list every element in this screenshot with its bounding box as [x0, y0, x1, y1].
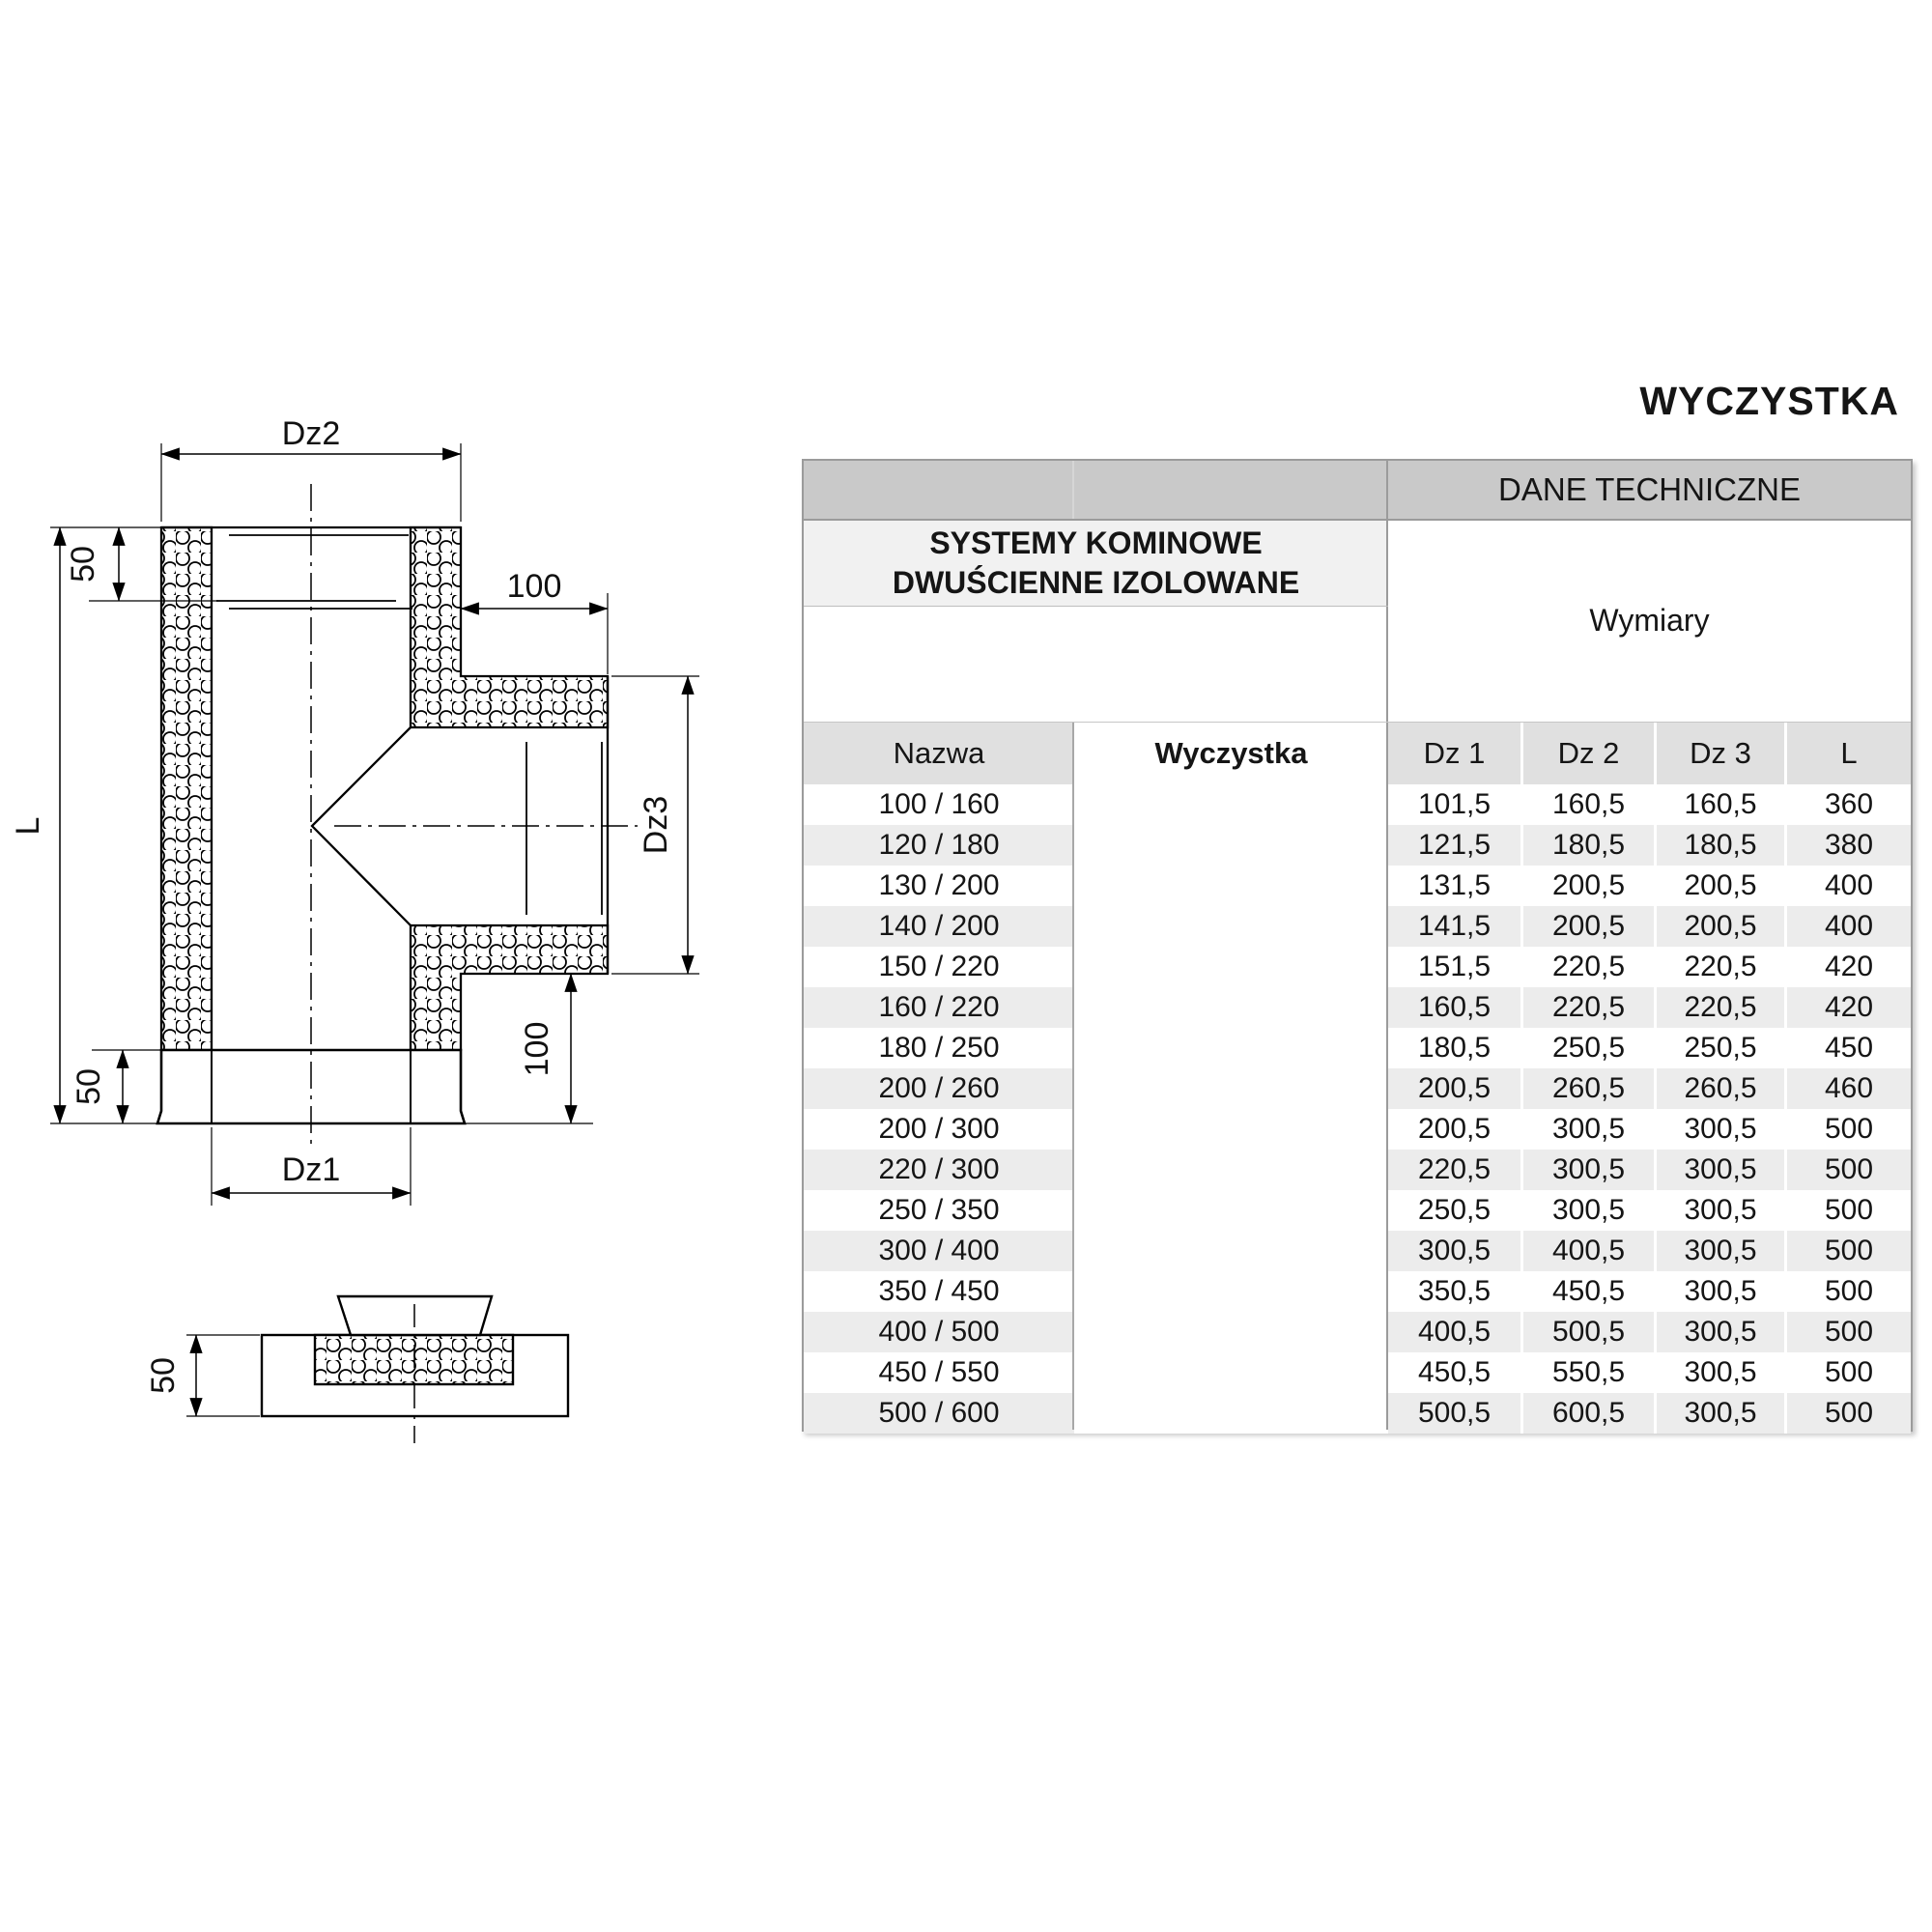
cell-dz1: 160,5	[1388, 987, 1520, 1028]
table-row	[804, 1150, 1911, 1190]
cell-wyczystka-spacer	[1074, 906, 1388, 947]
dim-dz3	[611, 676, 699, 974]
cell-dz2: 500,5	[1520, 1312, 1654, 1352]
cell-l: 400	[1784, 866, 1911, 906]
table-row	[804, 1109, 1911, 1150]
cell-dz1: 220,5	[1388, 1150, 1520, 1190]
cell-wyczystka-spacer	[1074, 825, 1388, 866]
cell-l: 360	[1784, 784, 1911, 825]
column-header-nazwa: Nazwa	[893, 736, 985, 770]
insulation-right-lower	[411, 925, 608, 1050]
cell-dz3: 300,5	[1654, 1150, 1784, 1190]
cell-dz2: 160,5	[1520, 784, 1654, 825]
cell-name: 130 / 200	[878, 869, 1000, 901]
cell-name: 350 / 450	[878, 1275, 1000, 1307]
cell-wyczystka-spacer	[1074, 1393, 1388, 1434]
cell-dz2: 200,5	[1520, 866, 1654, 906]
cell-dz3: 300,5	[1654, 1231, 1784, 1271]
cell-l: 500	[1784, 1150, 1911, 1190]
table-row	[804, 987, 1911, 1028]
cell-name: 120 / 180	[804, 825, 1074, 866]
cell-l: 460	[1784, 1068, 1911, 1109]
product-group-line2: DWUŚCIENNE IZOLOWANE	[892, 565, 1300, 600]
table-row	[804, 947, 1911, 987]
cell-wyczystka-spacer	[1074, 1190, 1388, 1231]
insulation-left-wall	[161, 527, 212, 1050]
tee-section-view	[145, 1296, 568, 1443]
cell-wyczystka-spacer	[1074, 1312, 1388, 1352]
divider	[1072, 461, 1074, 519]
cell-dz3: 300,5	[1654, 1190, 1784, 1231]
table-row	[804, 1271, 1911, 1312]
cell-wyczystka-spacer	[1074, 1068, 1388, 1109]
column-header-dz3: Dz 3	[1654, 722, 1784, 784]
column-header-l: L	[1784, 722, 1911, 784]
dim-50-section	[145, 1335, 260, 1416]
dim-label-50-top: 50	[65, 546, 101, 582]
cell-name: 200 / 300	[878, 1113, 1000, 1145]
column-header-dz1: Dz 1	[1423, 736, 1486, 770]
cell-l: 420	[1784, 987, 1911, 1028]
column-header-row	[804, 722, 1911, 784]
cell-dz1: 180,5	[1417, 1032, 1492, 1064]
dim-label-50-bottom: 50	[71, 1068, 107, 1105]
dimensions-header-cell	[1388, 519, 1911, 722]
cell-dz1: 141,5	[1388, 906, 1520, 947]
cell-dz1: 101,5	[1417, 788, 1492, 820]
cell-wyczystka-spacer	[1074, 1028, 1388, 1068]
cell-wyczystka-spacer	[1074, 1150, 1388, 1190]
cell-dz3: 250,5	[1654, 1028, 1784, 1068]
product-group-line1: SYSTEMY KOMINOWE	[929, 526, 1263, 560]
cell-dz2: 300,5	[1520, 1190, 1654, 1231]
cell-l: 500	[1784, 1231, 1911, 1271]
cell-dz2: 450,5	[1520, 1271, 1654, 1312]
cell-dz3: 180,5	[1654, 825, 1784, 866]
cell-dz1: 200,5	[1417, 1113, 1492, 1145]
cell-dz3: 200,5	[1654, 866, 1784, 906]
cell-wyczystka-spacer	[1074, 1231, 1388, 1271]
cell-l: 500	[1784, 1352, 1911, 1393]
cell-wyczystka-spacer	[1074, 784, 1388, 825]
dim-l	[10, 527, 161, 1123]
cell-dz3: 220,5	[1654, 947, 1784, 987]
cell-dz3: 300,5	[1654, 1109, 1784, 1150]
cell-name: 140 / 200	[804, 906, 1074, 947]
cell-dz3: 220,5	[1654, 987, 1784, 1028]
cell-name: 200 / 260	[804, 1068, 1074, 1109]
cell-dz3: 300,5	[1654, 1312, 1784, 1352]
table-row	[804, 1068, 1911, 1109]
table-row	[804, 825, 1911, 866]
column-header-wyczystka: Wyczystka	[1074, 722, 1388, 784]
insulation-right-upper	[411, 527, 608, 727]
dim-label-100-base: 100	[519, 1021, 555, 1077]
dim-label-100-branch: 100	[506, 568, 562, 605]
cell-name: 220 / 300	[804, 1150, 1074, 1190]
dim-label-dz2: Dz2	[281, 415, 341, 452]
cell-dz1: 350,5	[1417, 1275, 1492, 1307]
dim-label-50-section: 50	[145, 1357, 182, 1394]
cell-l: 380	[1784, 825, 1911, 866]
dim-50-bottom	[71, 1050, 161, 1123]
table-row	[804, 784, 1911, 825]
tee-main-view	[157, 484, 638, 1150]
cell-dz2: 300,5	[1520, 1109, 1654, 1150]
cell-name: 100 / 160	[878, 788, 1000, 820]
cell-dz2: 220,5	[1520, 947, 1654, 987]
cell-l: 500	[1784, 1190, 1911, 1231]
divider	[804, 606, 1388, 607]
technical-drawing	[0, 0, 734, 1507]
cell-name: 500 / 600	[804, 1393, 1074, 1434]
table-row	[804, 1352, 1911, 1393]
cell-dz3: 260,5	[1654, 1068, 1784, 1109]
cell-dz1: 151,5	[1417, 951, 1492, 982]
dim-100-branch	[461, 568, 608, 674]
table-row	[804, 1393, 1911, 1434]
cell-dz1: 450,5	[1417, 1356, 1492, 1388]
cell-dz1: 131,5	[1417, 869, 1492, 901]
cell-name: 180 / 250	[878, 1032, 1000, 1064]
divider	[804, 519, 1911, 521]
cell-dz1: 400,5	[1388, 1312, 1520, 1352]
cell-dz2: 200,5	[1520, 906, 1654, 947]
cell-wyczystka-spacer	[1074, 1352, 1388, 1393]
dim-label-dz1: Dz1	[281, 1151, 341, 1188]
cell-dz1: 500,5	[1388, 1393, 1520, 1434]
cell-dz1: 200,5	[1388, 1068, 1520, 1109]
cell-l: 450	[1784, 1028, 1911, 1068]
cell-wyczystka-spacer	[1074, 866, 1388, 906]
section-header: DANE TECHNICZNE	[1498, 471, 1801, 507]
cell-wyczystka-spacer	[1074, 1109, 1388, 1150]
cell-dz3: 300,5	[1654, 1393, 1784, 1434]
cell-dz2: 550,5	[1520, 1352, 1654, 1393]
table-top-bar	[804, 461, 1911, 519]
page-title: WYCZYSTKA	[1639, 379, 1899, 423]
cell-dz1: 250,5	[1417, 1194, 1492, 1226]
table-row	[804, 866, 1911, 906]
table-body	[804, 784, 1911, 1434]
table-top-bar-spacer	[804, 461, 1388, 519]
table-row	[804, 1028, 1911, 1068]
dim-label-l: L	[10, 816, 46, 836]
table-row	[804, 1312, 1911, 1352]
table-row	[804, 906, 1911, 947]
cell-name: 250 / 350	[878, 1194, 1000, 1226]
cell-wyczystka-spacer	[1074, 987, 1388, 1028]
table-row	[804, 1190, 1911, 1231]
cell-dz2: 600,5	[1520, 1393, 1654, 1434]
cell-dz1: 121,5	[1388, 825, 1520, 866]
cell-name: 160 / 220	[804, 987, 1074, 1028]
cell-dz3: 160,5	[1654, 784, 1784, 825]
cell-dz3: 300,5	[1654, 1352, 1784, 1393]
column-header-dz2: Dz 2	[1520, 722, 1654, 784]
cell-name: 150 / 220	[878, 951, 1000, 982]
cell-dz2: 300,5	[1520, 1150, 1654, 1190]
cell-dz2: 400,5	[1520, 1231, 1654, 1271]
product-group-cell	[804, 519, 1388, 606]
cell-l: 400	[1784, 906, 1911, 947]
cell-dz2: 220,5	[1520, 987, 1654, 1028]
cell-dz2: 250,5	[1520, 1028, 1654, 1068]
table-row	[804, 1231, 1911, 1271]
cell-name: 400 / 500	[804, 1312, 1074, 1352]
divider	[1072, 722, 1074, 1430]
cell-wyczystka-spacer	[1074, 1271, 1388, 1312]
cell-l: 500	[1784, 1271, 1911, 1312]
cell-name: 450 / 550	[878, 1356, 1000, 1388]
cell-dz2: 260,5	[1520, 1068, 1654, 1109]
cell-l: 500	[1784, 1312, 1911, 1352]
cell-dz3: 200,5	[1654, 906, 1784, 947]
cell-dz2: 180,5	[1520, 825, 1654, 866]
dim-label-dz3: Dz3	[638, 795, 674, 855]
dimensions-header-label: Wymiary	[1589, 602, 1710, 638]
cell-wyczystka-spacer	[1074, 947, 1388, 987]
cell-l: 420	[1784, 947, 1911, 987]
cell-dz1: 300,5	[1388, 1231, 1520, 1271]
cell-name: 300 / 400	[804, 1231, 1074, 1271]
cell-l: 500	[1784, 1109, 1911, 1150]
dim-100-base	[465, 974, 593, 1123]
spec-table	[802, 459, 1913, 1432]
cell-dz3: 300,5	[1654, 1271, 1784, 1312]
cell-l: 500	[1784, 1393, 1911, 1434]
dim-dz1	[212, 1127, 411, 1206]
divider	[804, 722, 1911, 723]
